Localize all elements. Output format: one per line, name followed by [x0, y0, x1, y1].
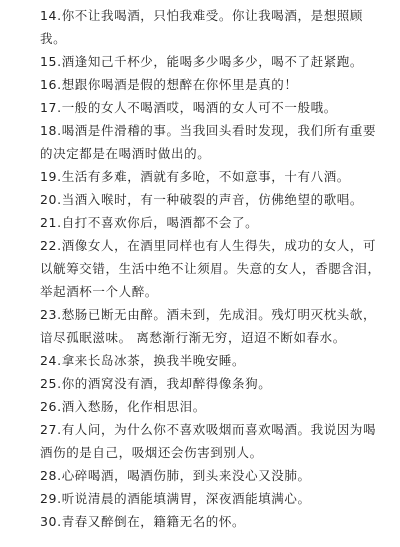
- item-text: 有人问，为什么你不喜欢吸烟而喜欢喝酒。我说因为喝酒伤的是自己，吸烟还会伤害到别人。: [40, 422, 377, 460]
- item-text: 自打不喜欢你后，喝酒都不会了。: [61, 215, 259, 230]
- list-item: [40, 96, 388, 119]
- item-number: 16.: [40, 77, 62, 92]
- list-item: [40, 395, 388, 418]
- list-item: [40, 211, 388, 234]
- item-number: 26.: [40, 399, 62, 414]
- item-text: 你不让我喝酒，只怕我难受。你让我喝酒，是想照顾我。: [40, 8, 363, 46]
- item-text: 听说清晨的酒能填满胃，深夜酒能填满心。: [61, 491, 311, 506]
- item-number: 23.: [40, 307, 62, 322]
- item-text: 当酒入喉时，有一种破裂的声音，仿佛绝望的歌唱。: [61, 192, 363, 207]
- list-item: [40, 303, 388, 349]
- item-number: 21.: [40, 215, 62, 230]
- list-item: [40, 464, 388, 487]
- item-text: 酒入愁肠，化作相思泪。: [61, 399, 206, 414]
- list-item: [40, 372, 388, 395]
- item-text: 愁肠已断无由醉。酒未到，先成泪。残灯明灭枕头欹，谙尽孤眠滋味。 离愁渐行渐无穷，迢迢不断如春水。: [40, 307, 377, 345]
- list-item: [40, 73, 388, 96]
- list-item: [40, 165, 388, 188]
- list-item: [40, 119, 388, 165]
- item-text: 酒逢知己千杯少，能喝多少喝多少，喝不了赶紧跑。: [61, 54, 363, 69]
- item-text: 心碎喝酒，喝酒伤肺，到头来没心又没肺。: [61, 468, 311, 483]
- item-number: 29.: [40, 491, 62, 506]
- item-number: 30.: [40, 514, 62, 529]
- item-text: 酒像女人，在酒里同样也有人生得失，成功的女人，可以觥筹交错，生活中绝不让须眉。失意的女人，香腮含泪，举起酒杯一个人醉。: [40, 238, 381, 299]
- item-number: 15.: [40, 54, 62, 69]
- item-text: 青春又醉倒在，籍籍无名的怀。: [61, 514, 246, 529]
- list-item: [40, 4, 388, 50]
- list-item: [40, 188, 388, 211]
- list-item: [40, 50, 388, 73]
- list-item: [40, 510, 388, 533]
- item-number: 22.: [40, 238, 62, 253]
- item-text: 生活有多难，酒就有多呛，不如意事，十有八酒。: [61, 169, 350, 184]
- item-number: 20.: [40, 192, 62, 207]
- list-item: [40, 234, 388, 303]
- item-text: 喝酒是件滑稽的事。当我回头看时发现，我们所有重要的决定都是在喝酒时做出的。: [40, 123, 377, 161]
- item-text: 拿来长岛冰茶，换我半晚安睡。: [61, 353, 246, 368]
- item-text: 一般的女人不喝酒哎，喝酒的女人可不一般哦。: [61, 100, 337, 115]
- list-item: [40, 418, 388, 464]
- item-number: 18.: [40, 123, 62, 138]
- list-item: [40, 349, 388, 372]
- item-number: 17.: [40, 100, 62, 115]
- list-item: [40, 487, 388, 510]
- item-number: 28.: [40, 468, 62, 483]
- item-number: 24.: [40, 353, 62, 368]
- item-number: 27.: [40, 422, 62, 437]
- item-number: 14.: [40, 8, 62, 23]
- item-number: 19.: [40, 169, 62, 184]
- item-text: 想跟你喝酒是假的想醉在你怀里是真的！: [61, 77, 298, 92]
- item-text: 你的酒窝没有酒，我却醉得像条狗。: [61, 376, 272, 391]
- item-number: 25.: [40, 376, 62, 391]
